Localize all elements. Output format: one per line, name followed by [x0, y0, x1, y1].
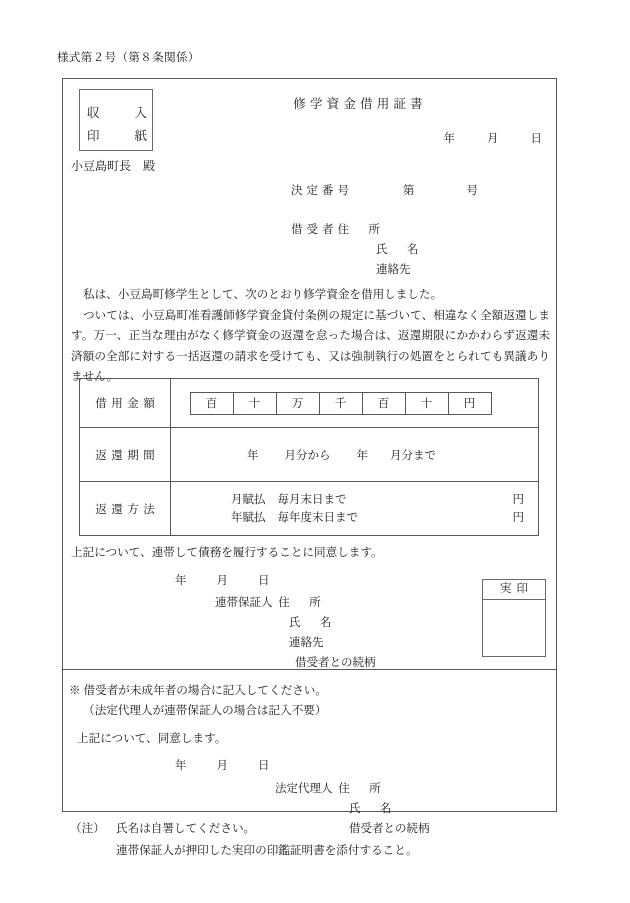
method-monthly-term: 毎月末日まで: [277, 493, 347, 506]
amount-unit-cell[interactable]: 十: [405, 392, 448, 414]
method-yearly-type: 年賦払: [231, 511, 266, 524]
footer-note-row-2: [70, 840, 417, 862]
period-to-label: 月分まで: [390, 449, 436, 462]
borrower-block: [291, 220, 423, 280]
revenue-stamp-line-2: [87, 126, 147, 144]
amount-unit-cell[interactable]: 万: [276, 392, 319, 414]
decision-number-label: 決定番号: [291, 185, 353, 197]
loan-details-table: [79, 378, 539, 536]
row-label-method: 返還方法: [80, 482, 171, 536]
revenue-stamp-char-4: 紙: [134, 129, 147, 143]
table-row-method: [80, 482, 539, 536]
footer-note-text-2: 連帯保証人が押印した実印の印鑑証明書を添付すること。: [116, 844, 418, 857]
guarantor-date-month-label: 月: [216, 575, 228, 587]
row-label-period: 返還期間: [80, 428, 171, 482]
minor-note-line-2: （法定代理人が連帯保証人の場合は記入不要）: [83, 704, 327, 717]
minor-note-line-1: [69, 681, 327, 701]
form-number: 様式第２号（第８条関係）: [57, 52, 200, 64]
guarantor-contact-row: [215, 633, 376, 653]
borrower-address-label: 住 所: [337, 224, 384, 236]
minor-date-day-label: 日: [258, 760, 270, 772]
table-row-period: [80, 428, 539, 482]
method-block: [171, 491, 538, 527]
legal-rep-address-label: 住 所: [338, 783, 385, 795]
footer-note-text-1: 氏名は自署してください。: [116, 822, 256, 835]
issue-date-year-label: 年: [443, 133, 455, 145]
guarantor-date-line: [175, 572, 270, 588]
guarantor-name-label: 氏 名: [289, 617, 336, 629]
asterisk-icon: ※: [69, 684, 81, 697]
legal-rep-name-row: [275, 799, 430, 819]
body-paragraph-1: 私は、小豆島町修学生として、次のとおり修学資金を借用しました。: [83, 288, 443, 301]
decision-number-dai: 第: [403, 185, 415, 197]
guarantor-date-year-label: 年: [175, 575, 187, 587]
issue-date-line: [444, 130, 543, 146]
guarantor-relation-row: [215, 653, 376, 673]
borrower-lead-label: 借受者: [291, 224, 338, 236]
period-text: [171, 447, 538, 463]
addressee-line: 小豆島町長 殿: [71, 159, 156, 173]
period-from-label: 月分から: [284, 449, 331, 462]
issue-date-month-label: 月: [487, 133, 499, 145]
period-year-from-label: 年: [247, 449, 259, 462]
guarantor-date-day-label: 日: [258, 575, 270, 587]
borrower-name-label: 氏 名: [376, 244, 423, 256]
minor-note-text-1: 借受者が未成年者の場合に記入してください。: [83, 684, 327, 697]
revenue-stamp-char-2: 入: [134, 106, 147, 120]
guarantor-address-label: 住 所: [278, 597, 325, 609]
minor-note-block: [69, 681, 327, 721]
legal-rep-name-label: 氏 名: [349, 803, 396, 815]
period-cell[interactable]: [171, 428, 539, 482]
guarantor-title-label: 連帯保証人: [215, 597, 273, 609]
footer-note-label: （注）: [70, 822, 105, 835]
borrower-name-row: [291, 240, 423, 260]
table-row-amount: [80, 379, 539, 428]
issue-date-day-label: 日: [530, 133, 542, 145]
period-year-to-label: 年: [356, 449, 368, 462]
minor-date-month-label: 月: [216, 760, 228, 772]
revenue-stamp-box: [79, 89, 153, 151]
amount-unit-cell[interactable]: 百: [190, 392, 233, 414]
method-yearly-term: 毎年度末日まで: [277, 511, 358, 524]
borrower-address-row: [291, 220, 423, 240]
revenue-stamp-char-3: 印: [87, 129, 100, 143]
row-label-amount: 借用金額: [80, 379, 171, 428]
legal-rep-title-label: 法定代理人: [275, 783, 333, 795]
legal-rep-address-row: [275, 779, 430, 799]
method-monthly-row: [231, 491, 538, 509]
guarantor-agreement-text: 上記について、連帯して債務を履行することに同意します。: [71, 546, 383, 559]
method-yearly-unit: 円: [512, 511, 524, 524]
guarantor-block: [215, 593, 376, 673]
official-seal-heading: 実印: [483, 580, 545, 600]
amount-cell: [171, 379, 539, 428]
footer-note-row-1: [70, 818, 417, 840]
section-divider: [63, 669, 556, 670]
borrower-contact-row: [291, 260, 423, 280]
decision-number-gou: 号: [466, 185, 478, 197]
minor-date-year-label: 年: [175, 760, 187, 772]
amount-unit-cell[interactable]: 十: [233, 392, 276, 414]
body-paragraph-2: ついては、小豆島町准看護師修学資金貸付条例の規定に基づいて、相違なく全額返還します。万一、正当な理由がなく修学資金の返還を怠った場合は、返還期限にかかわらず返還未済額の全部に対する一括返還の請求を受けても、又は強制執行の処置をとられても異議ありません。: [71, 308, 550, 383]
method-monthly-unit: 円: [512, 493, 524, 506]
body-text: [71, 285, 550, 388]
official-seal-box[interactable]: [482, 579, 546, 657]
legal-rep-relation-label: 借受者との続柄: [349, 823, 430, 835]
guarantor-name-row: [215, 613, 376, 633]
amount-unit-cell[interactable]: 円: [448, 392, 491, 414]
minor-agreement-text: 上記について、同意します。: [77, 732, 227, 745]
page-title: 修学資金借用証書: [293, 97, 427, 111]
guarantor-contact-label: 連絡先: [289, 637, 324, 649]
decision-number-line: [291, 182, 478, 198]
guarantor-relation-label: 借受者との続柄: [295, 657, 376, 669]
minor-date-line: [175, 757, 270, 773]
method-monthly-type: 月賦払: [231, 493, 266, 506]
amount-unit-grid: [190, 392, 492, 415]
borrower-contact-label: 連絡先: [376, 264, 411, 276]
method-yearly-row: [231, 509, 538, 527]
footer-notes: [70, 818, 417, 862]
revenue-stamp-line-1: [87, 103, 147, 121]
amount-unit-cell[interactable]: 百: [362, 392, 405, 414]
guarantor-address-row: [215, 593, 376, 613]
amount-unit-cell[interactable]: 千: [319, 392, 362, 414]
method-cell[interactable]: [171, 482, 539, 536]
revenue-stamp-char-1: 収: [87, 106, 100, 120]
